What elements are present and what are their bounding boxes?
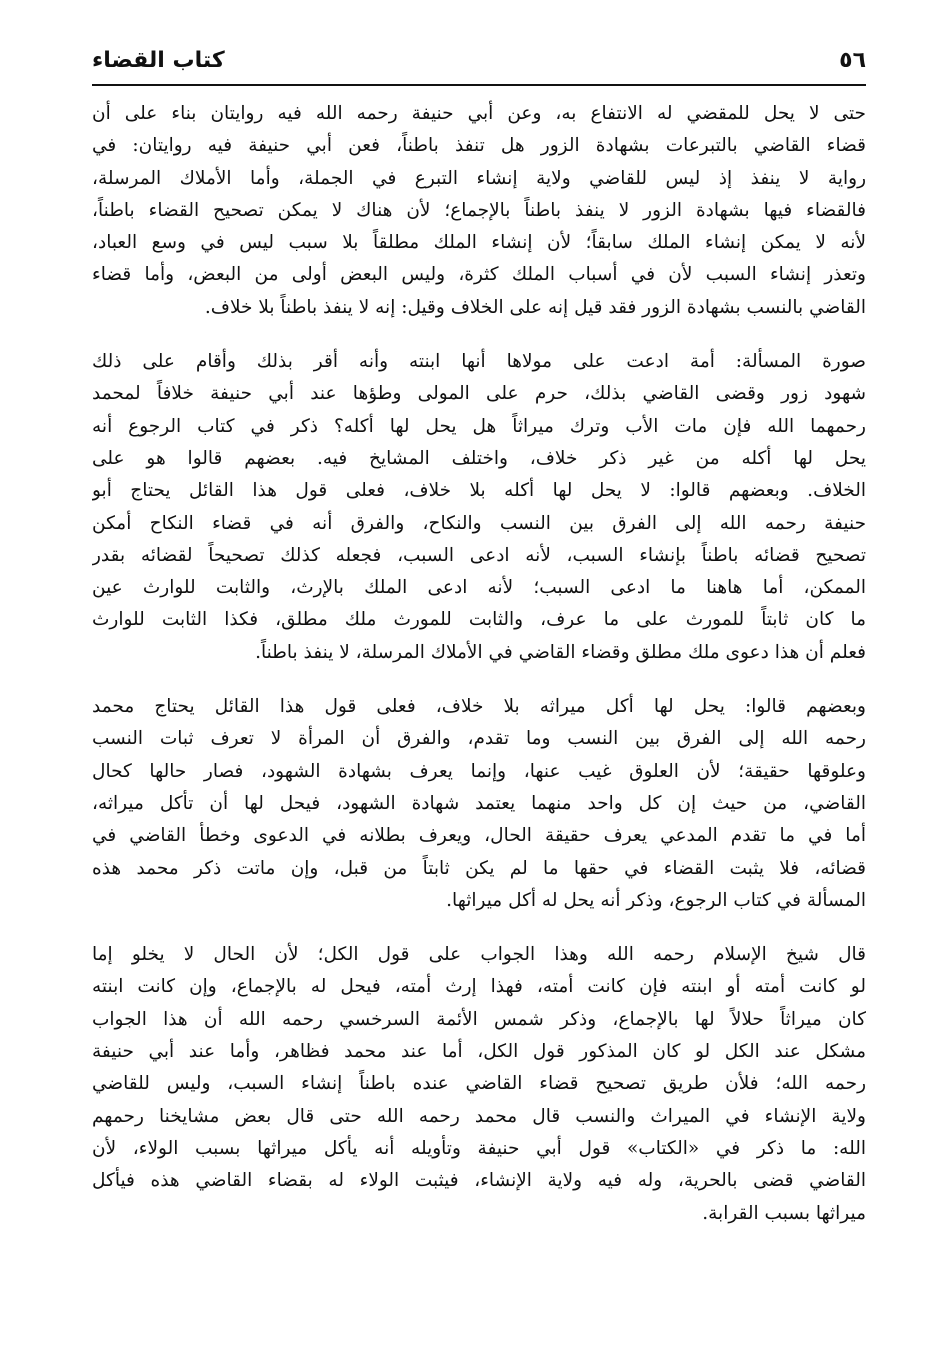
text-line: ميراثها بسبب القرابة. (702, 1202, 866, 1224)
paragraph (92, 346, 866, 669)
text-line: وتعذر إنشاء السبب لأن في أسباب الملك كثرة، وليس البعض أولى من البعض، وأما قضاء (92, 264, 866, 286)
text-line: قضائه، فلا يثبت القضاء في حقها ما لم يكن ثابتاً من قبل، وإن ماتت ذكر محمد هذه (92, 857, 866, 879)
text-line: يحل لها أكله من غير ذكر خلاف، واختلف المشايخ فيه. بعضهم قالوا هو على (92, 447, 866, 469)
text-line: فالقضاء فيها بشهادة الزور لا ينفذ باطناً بالإجماع؛ لأن هناك لا يمكن تصحيح القضاء باطناً، (92, 199, 866, 221)
text-line: المسألة في كتاب الرجوع، وذكر أنه يحل له أكل ميراثها. (446, 889, 866, 911)
text-line: رحمه الله؛ فلأن طريق تصحيح قضاء القاضي عنده باطناً إنشاء السبب، وليس للقاضي (92, 1073, 866, 1095)
text-line: صورة المسألة: أمة ادعت على مولاها أنها ابنته وأنه أقر بذلك وأقام على ذلك (92, 351, 866, 373)
paragraph (92, 98, 866, 324)
paragraph (92, 691, 866, 917)
text-line: القاضي قضى بالحرية، وله فيه ولاية الإنشاء، فيثبت الولاء له بقضاء القاضي هذه فيأكل (92, 1170, 866, 1192)
text-line: لأنه لا يمكن إنشاء الملك سابقاً؛ لأن إنشاء الملك مطلقاً بلا سبب ليس في وسع العباد، (92, 232, 866, 254)
body-text (92, 98, 866, 1252)
text-line: فعلم أن هذا دعوى ملك مطلق وقضاء القاضي في الأملاك المرسلة، لا ينفذ باطناً. (255, 641, 866, 663)
text-line: ولاية الإنشاء في الميراث والنسب قال محمد رحمه الله حتى قال بعض مشايخنا رحمهم (92, 1105, 866, 1127)
text-line: الخلاف. وبعضهم قالوا: لا يحل لها أكله بلا خلاف، فعلى قول هذا القائل يحتاج أبو (92, 480, 866, 502)
text-line: الممكن، أما هاهنا ما ادعى السبب؛ لأنه ادعى الملك بالإرث، والثابت للوارث عين (92, 577, 866, 599)
text-line: حتى لا يحل للمقضي له الانتفاع به، وعن أبي حنيفة رحمه الله فيه روايتان بناء على أن (92, 103, 866, 124)
text-line: رواية لا ينفذ إذ ليس للقاضي ولاية إنشاء التبرع في الجملة، وأما الأملاك المرسلة، (92, 167, 866, 189)
text-line: ما كان ثابتاً للمورث على ما عرف، والثابت للمورث ملك مطلق، فكذا الثابت للوارث (92, 609, 866, 631)
text-line: قال شيخ الإسلام رحمه الله وهذا الجواب على قول الكل؛ لأن الحال لا يخلو إما (92, 944, 866, 966)
text-line: القاضي بالنسب بشهادة الزور فقد قيل إنه على الخلاف وقيل: إنه لا ينفذ باطناً بلا خلاف. (204, 296, 866, 318)
text-line: لو كانت أمته أو ابنته فإن كانت أمته، فهذا إرث أمته، فيحل له بالإجماع، وإن كانت ابنته (92, 976, 866, 998)
text-line: حنيفة رحمه الله إلى الفرق بين النسب والنكاح، والفرق أنه في قضاء النكاح أمكن (92, 512, 866, 534)
text-line: الله: ما ذكر في «الكتاب» قول أبي حنيفة وتأويله أنه يأكل ميراثها بسبب الولاء، لأن (92, 1137, 866, 1159)
text-line: قضاء القاضي بالتبرعات بشهادة الزور هل تنفذ باطناً، فعن أبي حنيفة فيه روايتان: في (92, 135, 866, 157)
text-line: كان ميراثاً حلالاً لها بالإجماع، وذكر شمس الأئمة السرخسي رحمه الله أن هذا الجواب (92, 1008, 866, 1030)
text-line: أما في ما تقدم المدعي يعرف حقيقة الحال، ويعرف بطلانه في الدعوى وخطأ القاضي في (92, 825, 866, 847)
text-line: شهود زور وقضى القاضي بذلك، حرم على المولى وطؤها عند أبي حنيفة خلافاً لمحمد (92, 383, 866, 405)
text-line: وبعضهم قالوا: يحل لها أكل ميراثه بلا خلاف، فعلى قول هذا القائل يحتاج محمد (92, 696, 866, 718)
text-line: وعلوقها حقيقة؛ لأن العلوق غيب عنها، وإنما يعرف بشهادة الشهود، فصار حالها كحال (92, 760, 866, 782)
page-number: ٥٦ (839, 48, 866, 73)
running-title: كتاب القضاء (92, 48, 225, 73)
page-header (92, 44, 866, 86)
text-line: مشكل عند الكل لو كان المذكور قول الكل، أما عند محمد فظاهر، وأما عند أبي حنيفة (92, 1041, 866, 1063)
text-line: القاضي، من حيث إن كل واحد منهما يعتمد شهادة الشهود، فيحل لها أن تأكل ميراثه، (92, 792, 866, 814)
paragraph (92, 939, 866, 1230)
text-line: رحمه الله إلى الفرق بين النسب وما تقدم، والفرق أن المرأة لا تعرف ثبات النسب (92, 728, 866, 750)
text-line: تصحيح قضائه باطناً بإنشاء السبب، لأنه ادعى السبب، فجعله كذلك تصحيحاً لقضائه بقدر (92, 544, 866, 566)
text-line: رحمهما الله فإن مات الأب وترك ميراثاً هل يحل لها أكله؟ ذكر في كتاب الرجوع أنه (92, 415, 866, 437)
